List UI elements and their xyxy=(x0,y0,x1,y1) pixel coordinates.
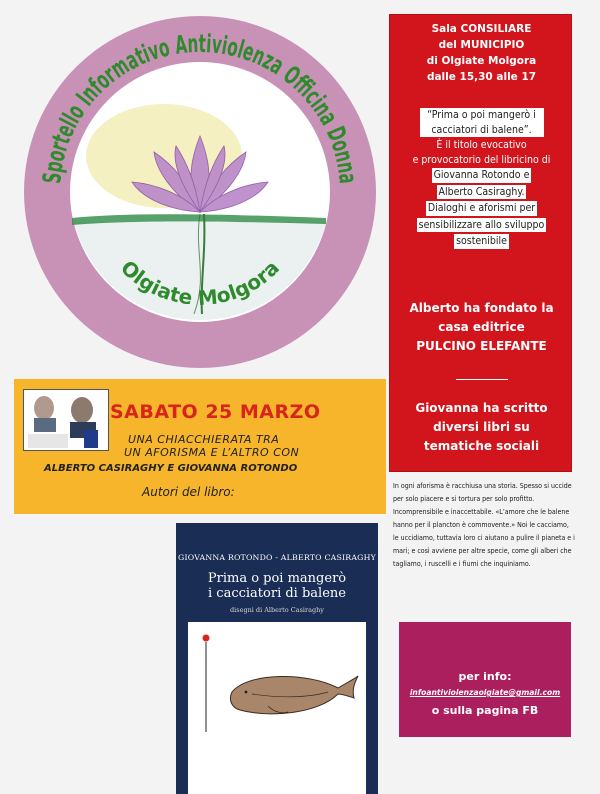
banner-line: UNA CHIACCHIERATA TRA xyxy=(128,433,280,446)
desc-line: sensibilizzare allo sviluppo xyxy=(418,218,545,231)
alberto-note xyxy=(390,299,573,356)
divider xyxy=(456,379,508,380)
book-authors: GIOVANNA ROTONDO - ALBERTO CASIRAGHY xyxy=(178,553,376,562)
desc-line: È il titolo evocativo xyxy=(436,139,527,151)
book-title-line: i cacciatori di balene xyxy=(208,586,346,601)
banner-line: UN AFORISMA E L’ALTRO CON xyxy=(124,446,300,459)
venue-line: del MUNICIPIO xyxy=(438,39,525,51)
aphorism-paragraph: In ogni aforisma è racchiusa una storia. Spesso si uccide per solo piacere e si tortura per solo profitto. Incomprensibile e inaccettabile. «L’amore che le balene hanno per il plancton è commovente.» Noi le cacciamo, le uccidiamo, tuttavia loro ci aiutano a pulire il pianeta e i mari; e così avviene per altre specie, come gli alberi che tagliamo, i ruscelli e i fiumi che inquiniamo. xyxy=(393,482,575,568)
whale-icon xyxy=(188,622,366,794)
book-title-line: Prima o poi mangerò xyxy=(207,571,347,586)
contact-info-box xyxy=(399,622,571,737)
giovanna-line: tematiche sociali xyxy=(423,439,540,453)
book-title xyxy=(176,571,378,601)
desc-line: Giovanna Rotondo e xyxy=(433,169,530,181)
banner-authors: ALBERTO CASIRAGHY E GIOVANNA ROTONDO xyxy=(44,463,298,474)
alberto-line: casa editrice xyxy=(438,320,525,334)
authors-photo-graphic xyxy=(24,390,108,450)
venue-time: dalle 15,30 alle 17 xyxy=(426,71,537,83)
venue-line: Sala CONSILIARE xyxy=(431,23,532,35)
event-info-panel xyxy=(389,14,572,472)
event-date: SABATO 25 MARZO xyxy=(110,401,321,423)
book-subtitle: disegni di Alberto Casiraghy xyxy=(230,606,324,614)
alberto-line: Alberto ha fondato la xyxy=(409,301,554,315)
facebook-note: o sulla pagina FB xyxy=(431,704,539,717)
book-description xyxy=(390,107,573,250)
banner-caption: Autori del libro: xyxy=(142,485,235,499)
logo-graphic xyxy=(22,14,378,370)
desc-line: Alberto Casiraghy. xyxy=(438,185,525,198)
desc-line: Dialoghi e aforismi per xyxy=(427,202,536,214)
giovanna-line: Giovanna ha scritto xyxy=(415,401,548,415)
publisher-name: PULCINO ELEFANTE xyxy=(416,339,547,353)
giovanna-line: diversi libri su xyxy=(433,420,530,434)
book-quote: “Prima o poi mangerò i cacciatori di balene”. xyxy=(420,108,544,137)
book-cover xyxy=(176,523,378,794)
venue-line: di Olgiate Molgora xyxy=(426,55,537,67)
info-label: per info: xyxy=(458,670,512,683)
logo-arc-place: Olgiate Molgora xyxy=(116,255,284,311)
contact-email-link[interactable]: infoantiviolenzaolgiate@gmail.com xyxy=(409,688,561,697)
desc-line: e provocatorio del libricino di xyxy=(412,153,551,166)
giovanna-note xyxy=(390,399,573,456)
logo-arc-title: Sportello Informativo Antiviolenza Officina Donna xyxy=(37,28,364,192)
authors-photo xyxy=(23,389,109,451)
officina-donna-logo xyxy=(22,14,378,370)
desc-line: sostenibile xyxy=(456,235,507,247)
venue-block xyxy=(390,21,573,85)
event-banner xyxy=(14,379,386,514)
book-illustration xyxy=(188,622,366,794)
